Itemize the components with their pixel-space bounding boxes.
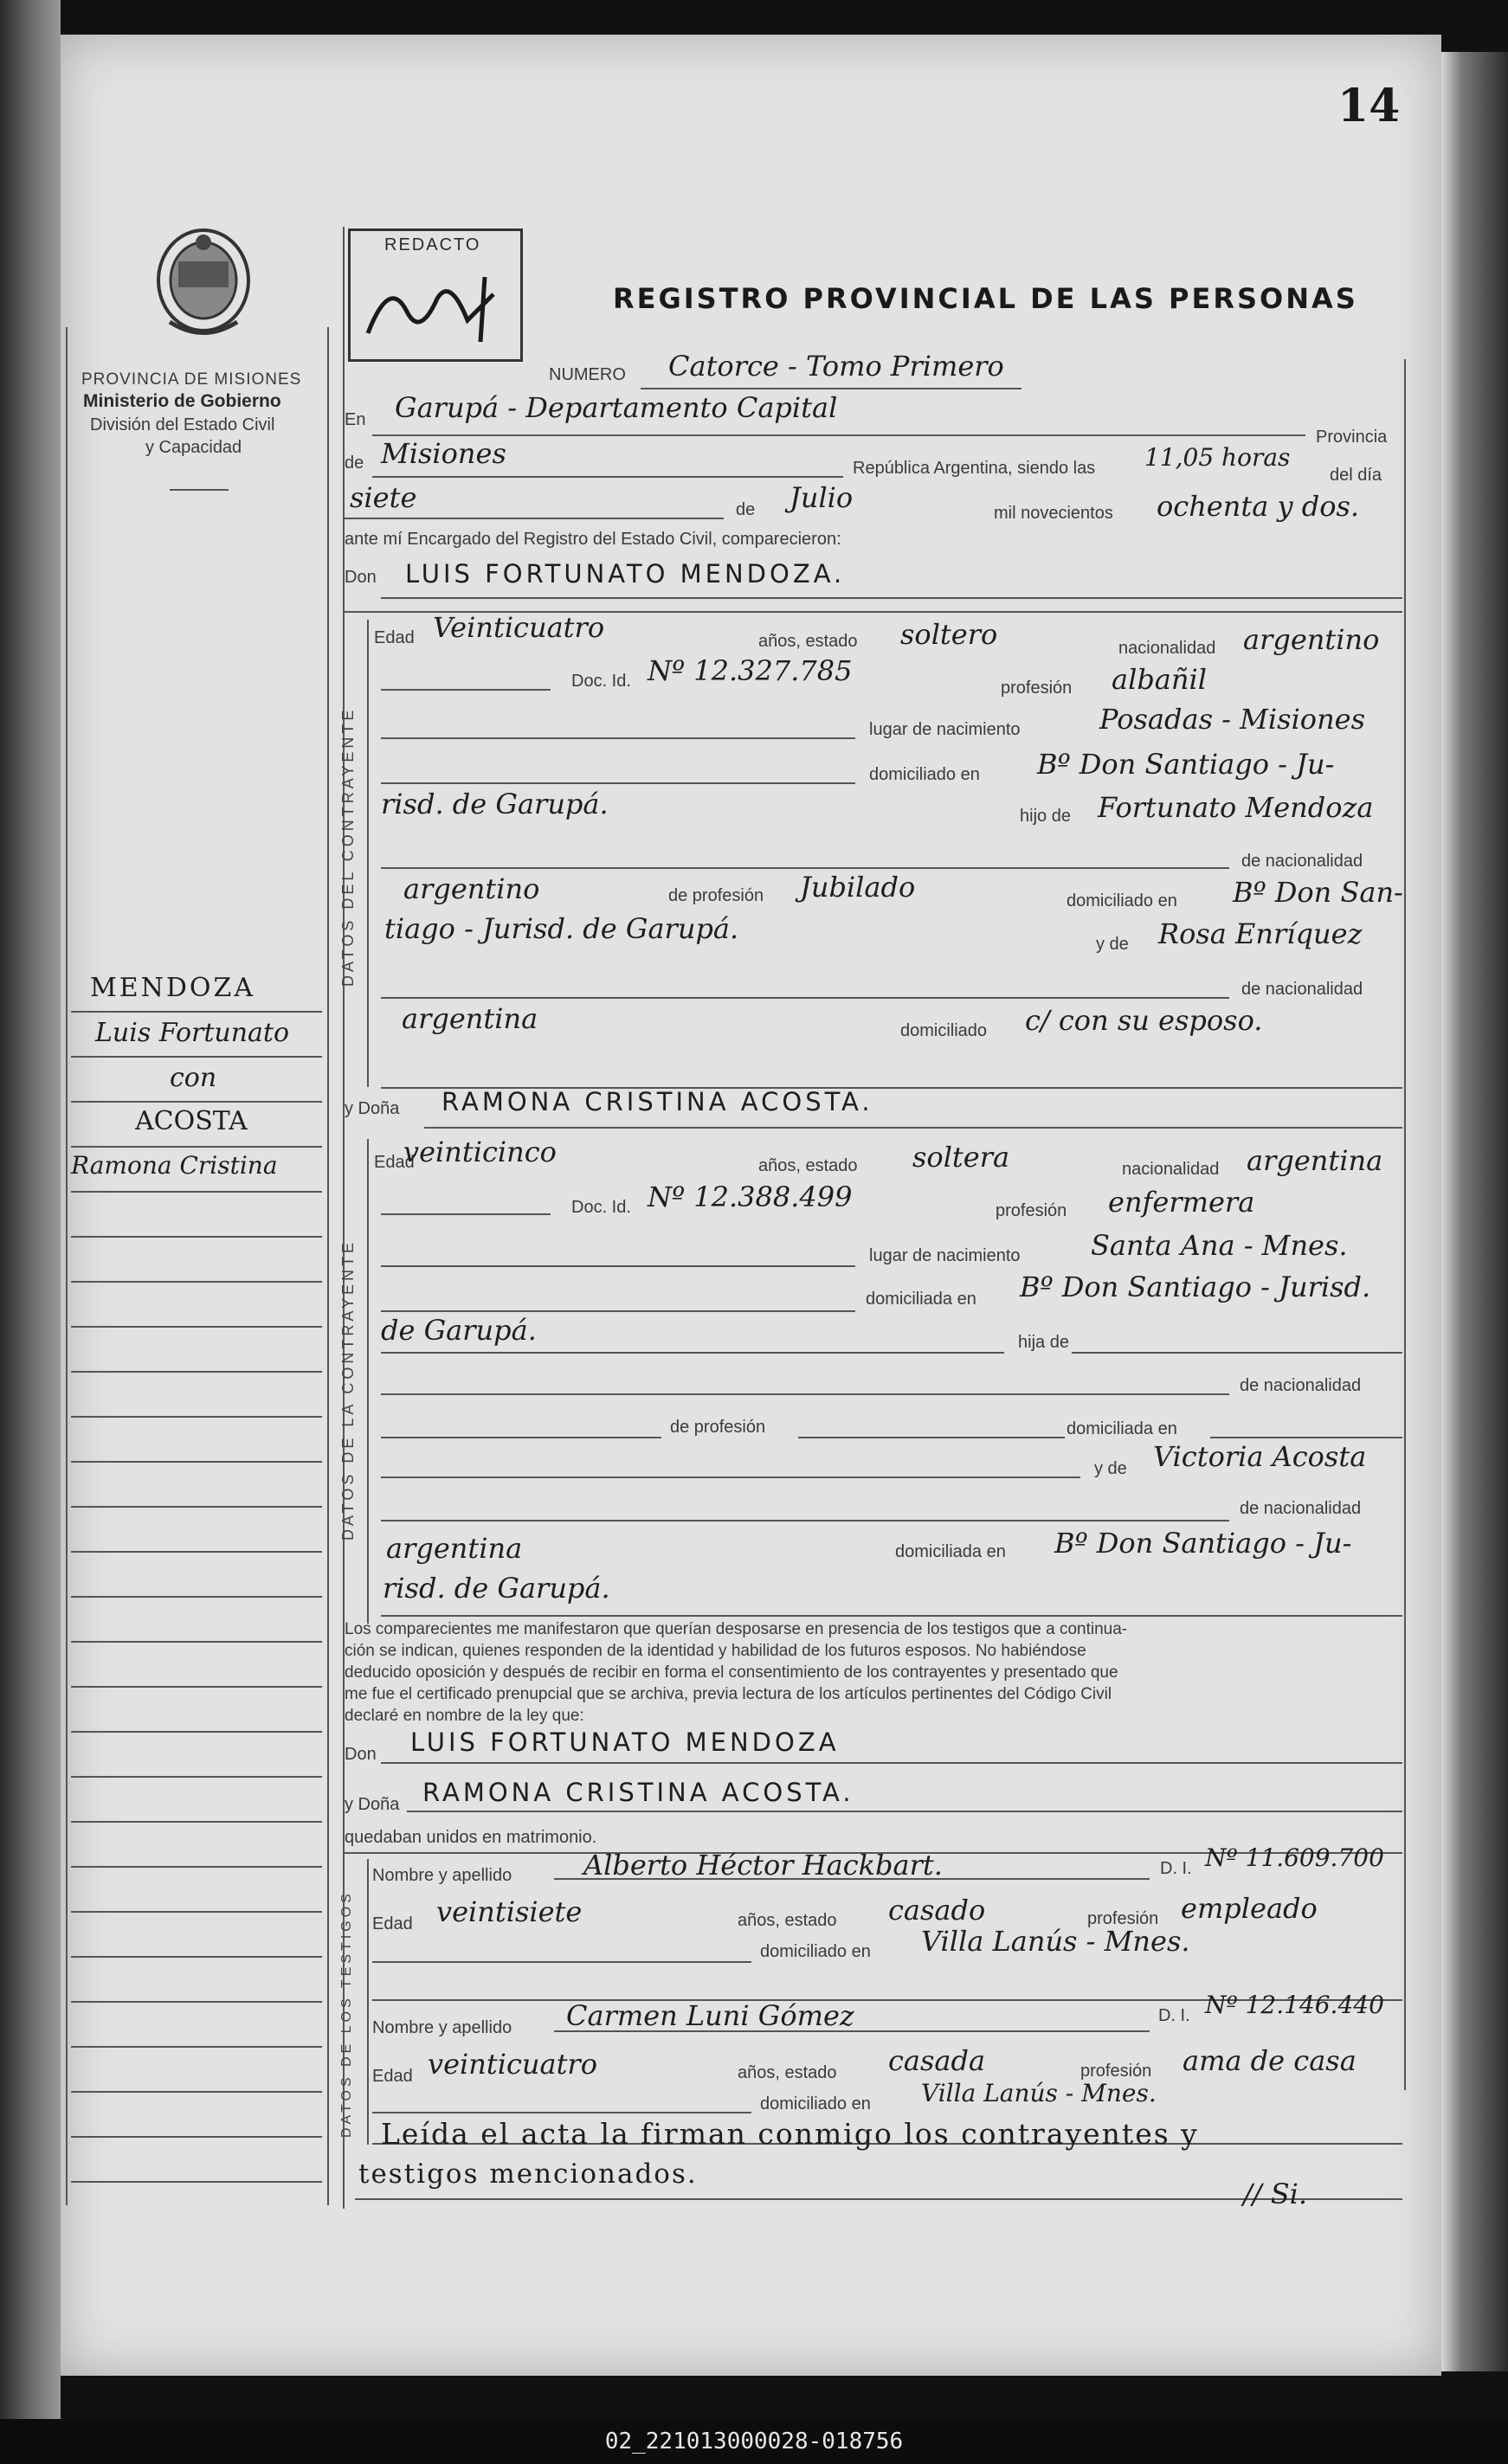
closing-line-2: testigos mencionados. (358, 2158, 698, 2190)
coat-of-arms-seal-icon (152, 227, 255, 348)
w2-nombre: Carmen Luni Gómez (566, 1999, 854, 2032)
groom-prof: albañil (1112, 663, 1207, 696)
rule-groom-madre-nac (381, 997, 1229, 999)
rule-bride-padre-prof (798, 1437, 1065, 1438)
bride-lugar: Santa Ana - Mnes. (1091, 1229, 1348, 1262)
groom-padre-prof: Jubilado (800, 871, 916, 904)
page-edge-shadow (1441, 52, 1508, 2371)
w1-prof-label: profesión (1087, 1909, 1159, 1928)
bride-doc-label: Doc. Id. (571, 1198, 631, 1217)
mil-label: mil novecientos (994, 504, 1113, 523)
decl-line-3: deducido oposición y después de recibir en forma el consentimiento de los contrayentes y presentado que (345, 1663, 1118, 1682)
scan-footer-id: 02_221013000028-018756 (0, 2419, 1508, 2464)
decl-dona-name: RAMONA CRISTINA ACOSTA. (422, 1778, 854, 1807)
rule-bride-padre-dom (1210, 1437, 1402, 1438)
dona-label: y Doña (345, 1099, 400, 1118)
numero-label: NUMERO (549, 365, 626, 384)
groom-y-de-label: y de (1096, 935, 1129, 954)
rule-w1-dom-pre (372, 1961, 751, 1963)
bride-madre-dom-label: domiciliada en (895, 1542, 1006, 1561)
margin-rule-line (71, 1506, 322, 1508)
w1-estado: casado (888, 1894, 986, 1927)
bride-section-label: DATOS DE LA CONTRAYENTE (339, 1238, 357, 1541)
groom-padre-dom-2: tiago - Jurisd. de Garupá. (384, 912, 739, 945)
margin-rule-line (71, 1641, 322, 1643)
groom-estado: soltero (900, 618, 998, 651)
rule-groom-padre-nac (381, 867, 1229, 869)
bride-hija-label: hija de (1018, 1333, 1069, 1352)
bride-padre-dom-label: domiciliada en (1067, 1419, 1177, 1438)
margin-name-bride: Ramona Cristina (71, 1151, 278, 1180)
provincia-value: Misiones (381, 437, 506, 470)
groom-anios-estado-label: años, estado (758, 632, 858, 651)
rule-bride-doc-pre (381, 1213, 551, 1215)
rule-bride-padre-nac-val (381, 1437, 661, 1438)
rule-provincia (372, 476, 843, 478)
groom-dom-2: risd. de Garupá. (381, 788, 609, 820)
margin-rule-line (71, 2181, 322, 2183)
groom-box-rule (367, 620, 369, 1087)
provincia-label: Provincia (1316, 428, 1388, 447)
w2-anios-estado-label: años, estado (738, 2063, 837, 2082)
groom-dom-label: domiciliado en (869, 765, 980, 784)
margin-rule-line (71, 1956, 322, 1958)
margin-rule-line (71, 1686, 322, 1688)
margin-rule-line (71, 1776, 322, 1778)
closing-line-1: Leída el acta la firman conmigo los contrayentes y (381, 2117, 1199, 2151)
w1-di: Nº 11.609.700 (1205, 1843, 1384, 1872)
margin-rule-line (71, 2091, 322, 2093)
margin-rule-line (71, 1191, 322, 1193)
bride-madre-nac: argentina (386, 1532, 523, 1565)
groom-lugar: Posadas - Misiones (1099, 703, 1366, 736)
mes-value: Julio (789, 481, 854, 514)
closing-final: // Si. (1243, 2178, 1308, 2210)
book-binding-shadow (0, 0, 61, 2464)
org-ministry: Ministerio de Gobierno (83, 391, 281, 411)
margin-rule-line (71, 1596, 322, 1598)
decl-don-name: LUIS FORTUNATO MENDOZA (410, 1727, 840, 1757)
decl-line-2: ción se indican, quienes responden de la identidad y habilidad de los futuros esposos. No habiéndose (345, 1642, 1086, 1660)
margin-left-rule (66, 327, 68, 2205)
groom-de-nac-label-2: de nacionalidad (1241, 980, 1363, 999)
margin-rule-line (71, 2001, 322, 2003)
groom-hijo-label: hijo de (1020, 807, 1071, 826)
groom-prof-label: profesión (1001, 679, 1073, 698)
margin-rule-line (71, 1461, 322, 1463)
bride-madre: Victoria Acosta (1153, 1440, 1367, 1473)
content-right-rule (1404, 359, 1406, 2090)
rule-bride-padre-dom-2 (381, 1476, 1080, 1478)
w1-di-label: D. I. (1160, 1859, 1192, 1878)
don-label: Don (345, 568, 377, 587)
margin-rule-line (71, 2046, 322, 2048)
decl-dona-label: y Doña (345, 1795, 400, 1814)
stamp-label: REDACTO (384, 235, 481, 254)
bride-madre-dom-1: Bº Don Santiago - Ju- (1054, 1527, 1352, 1560)
groom-doc: Nº 12.327.785 (648, 654, 853, 687)
bride-prof-label: profesión (996, 1201, 1067, 1220)
bride-prof: enfermera (1108, 1186, 1255, 1219)
bride-dom-label: domiciliada en (866, 1290, 976, 1309)
w1-anios-estado-label: años, estado (738, 1911, 837, 1930)
rule-bride-dom-pre (381, 1310, 855, 1312)
w2-dom: Villa Lanús - Mnes. (921, 2079, 1157, 2107)
bride-box-rule (367, 1139, 369, 1624)
decl-line-1: Los comparecientes me manifestaron que querían desposarse en presencia de los testigos que a continua- (345, 1620, 1128, 1638)
del-dia-label: del día (1330, 466, 1382, 485)
groom-name: LUIS FORTUNATO MENDOZA. (405, 559, 846, 589)
republica-text: República Argentina, siendo las (853, 459, 1096, 478)
margin-rule-line (71, 1011, 322, 1013)
bride-nac-label: nacionalidad (1122, 1160, 1220, 1179)
w2-edad-label: Edad (372, 2067, 413, 2086)
w2-nombre-label: Nombre y apellido (372, 2018, 512, 2037)
lugar-value: Garupá - Departamento Capital (395, 391, 838, 424)
org-capacidad: y Capacidad (145, 438, 242, 457)
rule-w1-nombre (554, 1878, 1150, 1880)
decl-line-4: me fue el certificado prenupcial que se archiva, previa lectura de los artículos pertinentes del Código Civil (345, 1685, 1112, 1703)
groom-doc-label: Doc. Id. (571, 672, 631, 691)
w1-nombre-label: Nombre y apellido (372, 1866, 512, 1885)
rule-groom-dom-pre (381, 782, 855, 784)
rule-bride-hija (1072, 1352, 1402, 1354)
margin-rule-line (71, 1281, 322, 1283)
stamp-signature (355, 260, 511, 351)
w1-edad: veintisiete (436, 1895, 583, 1928)
de-label: de (345, 454, 364, 473)
rule-bride-lugar-pre (381, 1265, 855, 1267)
bride-lugar-label: lugar de nacimiento (869, 1246, 1021, 1265)
org-divider (170, 489, 229, 491)
en-label: En (345, 410, 366, 429)
de-mes-label: de (736, 500, 756, 519)
groom-padre-nac: argentino (403, 872, 540, 905)
margin-surname-groom: MENDOZA (90, 973, 256, 1003)
witness-box-rule (367, 1859, 369, 2145)
margin-con: con (170, 1063, 217, 1093)
groom-nac-label: nacionalidad (1118, 639, 1216, 658)
margin-rule-line (71, 2136, 322, 2138)
w2-prof-label: profesión (1080, 2062, 1152, 2081)
rule-bride-name (424, 1127, 1402, 1129)
bride-dom-2: de Garupá. (381, 1314, 537, 1347)
org-province: PROVINCIA DE MISIONES (81, 370, 302, 389)
w1-edad-label: Edad (372, 1914, 413, 1933)
margin-rule-line (71, 1371, 322, 1373)
numero-value: Catorce - Tomo Primero (668, 350, 1004, 383)
rule-dia (345, 518, 724, 519)
margin-right-rule (327, 327, 329, 2205)
margin-rule-line (71, 1146, 322, 1148)
groom-de-prof-label: de profesión (668, 886, 764, 905)
groom-de-nac-label: de nacionalidad (1241, 852, 1363, 871)
margin-rule-line (71, 1416, 322, 1418)
rule-groom-lugar-pre (381, 737, 855, 739)
groom-padre: Fortunato Mendoza (1098, 791, 1374, 824)
bride-doc: Nº 12.388.499 (648, 1181, 853, 1213)
w2-estado: casada (888, 2044, 986, 2077)
w1-dom-label: domiciliado en (760, 1942, 871, 1961)
w2-prof: ama de casa (1183, 2044, 1357, 2077)
w1-dom: Villa Lanús - Mnes. (921, 1925, 1190, 1958)
bride-name: RAMONA CRISTINA ACOSTA. (441, 1087, 873, 1116)
hora-value: 11,05 horas (1144, 443, 1291, 472)
ante-text: ante mí Encargado del Registro del Estado Civil, comparecieron: (345, 530, 841, 549)
rule-groom-doc-pre (381, 689, 551, 691)
bride-nac: argentina (1247, 1144, 1383, 1177)
page-number: 14 (1337, 80, 1401, 132)
bride-de-nac-label-2: de nacionalidad (1240, 1499, 1362, 1518)
rule-bride-padre-nac (381, 1393, 1229, 1395)
margin-surname-bride: ACOSTA (135, 1106, 248, 1136)
w2-di-label: D. I. (1158, 2006, 1190, 2025)
decl-quedaban: quedaban unidos en matrimonio. (345, 1828, 597, 1847)
margin-rule-line (71, 1326, 322, 1328)
groom-section-label: DATOS DEL CONTRAYENTE (339, 706, 357, 987)
margin-rule-line (71, 1551, 322, 1553)
bride-anios-estado-label: años, estado (758, 1156, 858, 1175)
document-title: REGISTRO PROVINCIAL DE LAS PERSONAS (613, 282, 1358, 315)
bride-edad: veinticinco (403, 1135, 557, 1168)
bride-dom-1: Bº Don Santiago - Jurisd. (1020, 1271, 1371, 1303)
groom-madre: Rosa Enríquez (1158, 917, 1363, 950)
rule-w2-dom-pre (372, 2112, 751, 2113)
groom-edad: Veinticuatro (433, 611, 605, 644)
margin-rule-line (71, 1866, 322, 1868)
margin-name-groom: Luis Fortunato (95, 1018, 290, 1048)
margin-rule-line (71, 1101, 322, 1103)
margin-rule-line (71, 1731, 322, 1733)
org-division: División del Estado Civil (90, 415, 275, 434)
rule-bride-dom-2 (381, 1352, 1004, 1354)
rule-bride-end (381, 1615, 1402, 1617)
rule-decl-don (381, 1762, 1402, 1764)
rule-lugar (372, 434, 1305, 436)
dia-value: siete (350, 481, 417, 514)
bride-de-nac-label: de nacionalidad (1240, 1376, 1362, 1395)
rule-bride-madre-nac (381, 1520, 1229, 1522)
groom-padre-dom-1: Bº Don San- (1233, 876, 1403, 909)
w1-nombre: Alberto Héctor Hackbart. (583, 1849, 943, 1882)
groom-madre-nac: argentina (402, 1002, 538, 1035)
margin-rule-line (71, 1056, 322, 1058)
decl-line-5: declaré en nombre de la ley que: (345, 1707, 584, 1725)
w1-prof: empleado (1181, 1892, 1318, 1925)
rule-numero (641, 388, 1021, 389)
rule-groom-name (381, 597, 1402, 599)
groom-madre-dom-label: domiciliado (900, 1021, 988, 1040)
groom-lugar-label: lugar de nacimiento (869, 720, 1021, 739)
groom-nac: argentino (1243, 623, 1380, 656)
bride-de-prof-label: de profesión (670, 1418, 766, 1437)
decl-don-label: Don (345, 1745, 377, 1764)
w2-dom-label: domiciliado en (760, 2094, 871, 2113)
bride-y-de-label: y de (1094, 1459, 1127, 1478)
margin-rule-line (71, 1821, 322, 1823)
margin-rule-line (71, 1911, 322, 1913)
w2-di: Nº 12.146.440 (1205, 1991, 1384, 2019)
groom-dom-1: Bº Don Santiago - Ju- (1037, 748, 1335, 781)
bride-estado: soltera (912, 1141, 1010, 1174)
bride-edad-label: Edad (374, 1153, 415, 1172)
groom-madre-dom: c/ con su esposo. (1025, 1004, 1263, 1037)
anio-value: ochenta y dos. (1157, 490, 1360, 523)
margin-rule-line (71, 1236, 322, 1238)
groom-padre-dom-label: domiciliado en (1067, 891, 1177, 910)
groom-edad-label: Edad (374, 628, 415, 647)
rule-decl-dona (407, 1811, 1402, 1812)
bride-madre-dom-2: risd. de Garupá. (383, 1572, 610, 1605)
w2-edad: veinticuatro (428, 2048, 597, 2081)
witness-section-label: DATOS DE LOS TESTIGOS (339, 1890, 354, 2138)
rule-w2-nombre (554, 2030, 1150, 2032)
